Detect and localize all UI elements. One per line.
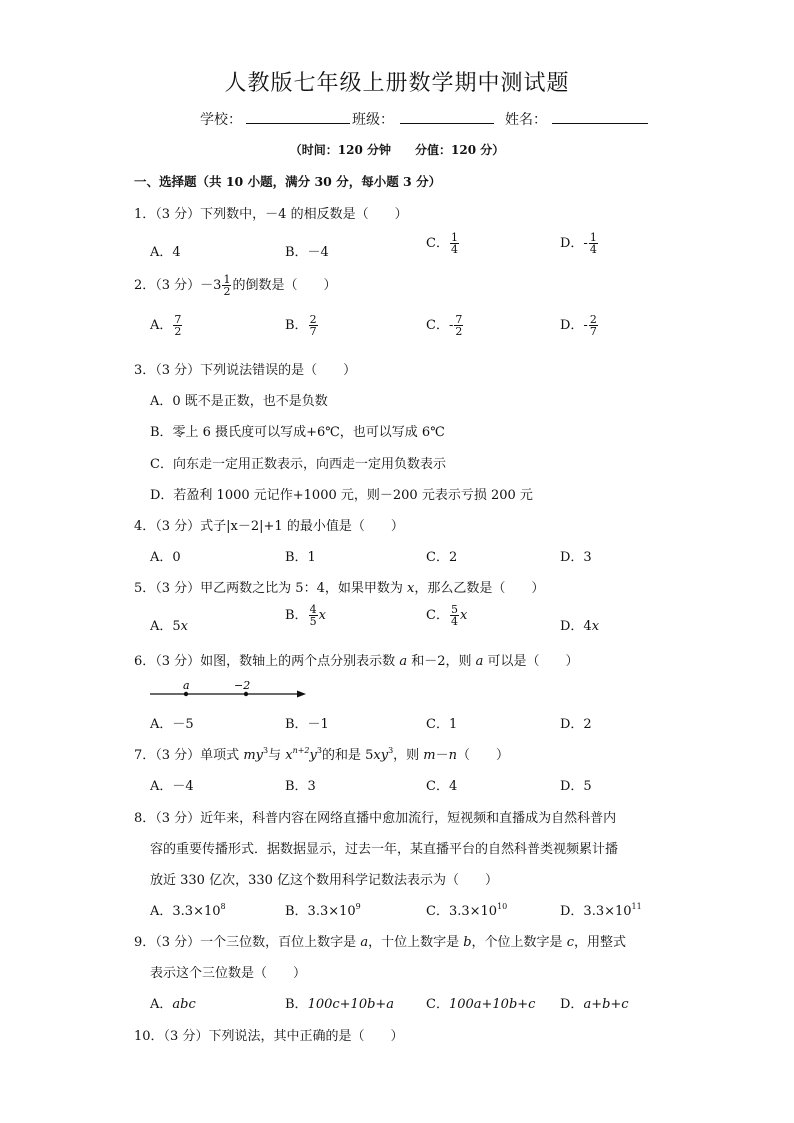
question-8-line-2: 容的重要传播形式．据数据显示，过去一年，某直播平台的自然科普类视频累计播 [150,842,619,857]
q4-option-b[interactable]: B．1 [285,550,316,565]
question-9-line-1: 9．（3 分）一个三位数，百位上数字是 a，十位上数字是 b，个位上数字是 c，用整式 [134,935,626,950]
q4-option-c[interactable]: C．2 [426,550,458,565]
school-label: 学校： [200,112,242,128]
q8-option-c[interactable]: C．$3.3\times 10^{10}$ [426,902,508,919]
q3-option-d[interactable]: D．若盈利 1000 元记作+1000 元，则－200 元表示亏损 200 元 [150,488,533,503]
q3-option-a[interactable]: A．0 既不是正数，也不是负数 [150,394,328,409]
q8-option-b[interactable]: B．$3.3\times 10^9$ [285,902,361,919]
label-minus-2: −2 [234,680,251,692]
question-3-stem: 3．（3 分）下列说法错误的是（ ） [134,363,357,378]
q2-option-c[interactable]: C．- $\frac{7}{2}$ [426,313,463,338]
question-5-stem: 5．（3 分）甲乙两数之比为 5：4，如果甲数为 x，那么乙数是（ ） [134,581,545,596]
name-blank[interactable] [552,109,648,126]
question-2-stem: 2．（3 分）－3 $\frac{1}{2}$ 的倒数是（ ） [134,273,337,298]
question-6-stem: 6．（3 分）如图，数轴上的两个点分别表示数 a 和－2，则 a 可以是（ ） [134,654,579,669]
class-label: 班级： [352,112,394,128]
q1-option-c[interactable]: C． $\frac{1}{4}$ [426,231,458,256]
question-9-line-2: 表示这个三位数是（ ） [150,966,307,981]
q9-option-d[interactable]: D．a+b+c [560,997,629,1012]
question-8-line-1: 8．（3 分）近年来，科普内容在网络直播中愈加流行，短视频和直播成为自然科普内 [134,811,617,826]
school-blank[interactable] [246,109,350,126]
question-4-stem: 4．（3 分）式子|x－2|+1 的最小值是（ ） [134,519,404,534]
q2-option-d[interactable]: D．- $\frac{2}{7}$ [560,313,597,338]
q7-option-a[interactable]: A．－4 [150,779,194,794]
q7-option-b[interactable]: B．3 [285,779,316,794]
q5-option-b[interactable]: B． $\frac{4}{5}$ x [285,603,326,628]
q2-option-b[interactable]: B． $\frac{2}{7}$ [285,313,317,338]
q4-option-d[interactable]: D．3 [560,550,592,565]
name-label: 姓名： [505,112,547,128]
q9-option-a[interactable]: A．abc [150,997,196,1012]
number-line-arrow [297,691,306,698]
q4-option-a[interactable]: A．0 [150,550,181,565]
q6-option-b[interactable]: B．－1 [285,717,329,732]
q7-option-d[interactable]: D．5 [560,779,592,794]
question-10-stem: 10．（3 分）下列说法，其中正确的是（ ） [134,1029,404,1044]
q6-option-c[interactable]: C．1 [426,717,458,732]
page-title: 人教版七年级上册数学期中测试题 [224,71,570,96]
q2-option-a[interactable]: A． $\frac{7}{2}$ [150,313,182,338]
point-a [184,692,188,696]
point-minus-2 [244,692,248,696]
q1-option-b[interactable]: B．－4 [285,245,329,260]
time-note: （时间：120 分钟 分值：120 分） [289,143,505,157]
q8-option-d[interactable]: D．$3.3\times 10^{11}$ [560,902,642,919]
q6-option-a[interactable]: A．－5 [150,717,194,732]
q5-option-a[interactable]: A．5x [150,619,189,634]
q3-option-b[interactable]: B．零上 6 摄氏度可以写成+6℃，也可以写成 6℃ [150,425,445,440]
question-8-line-3: 放近 330 亿次，330 亿这个数用科学记数法表示为（ ） [150,873,499,888]
q5-option-c[interactable]: C． $\frac{5}{4}$ x [426,603,468,628]
question-1-stem: 1．（3 分）下列数中，－4 的相反数是（ ） [134,207,408,222]
q1-option-a[interactable]: A．4 [150,245,181,260]
q9-option-c[interactable]: C．100a+10b+c [426,997,536,1012]
number-line-figure [150,680,310,700]
q9-option-b[interactable]: B．100c+10b+a [285,997,395,1012]
label-a: a [183,680,190,692]
q3-option-c[interactable]: C．向东走一定用正数表示，向西走一定用负数表示 [150,457,446,472]
section-heading: 一、选择题（共 10 小题，满分 30 分，每小题 3 分） [134,174,442,189]
q1-option-d[interactable]: D．- $\frac{1}{4}$ [560,231,597,256]
q5-option-d[interactable]: D．4x [560,619,600,634]
q8-option-a[interactable]: A．$3.3\times 10^8$ [150,902,226,919]
q6-option-d[interactable]: D．2 [560,717,592,732]
q7-option-c[interactable]: C．4 [426,779,458,794]
class-blank[interactable] [400,109,494,126]
question-7-stem: 7．（3 分）单项式 $my^3$与 $x^{n+2}y^3$的和是 $5xy^3$，则 m－n（ ） [134,746,510,763]
